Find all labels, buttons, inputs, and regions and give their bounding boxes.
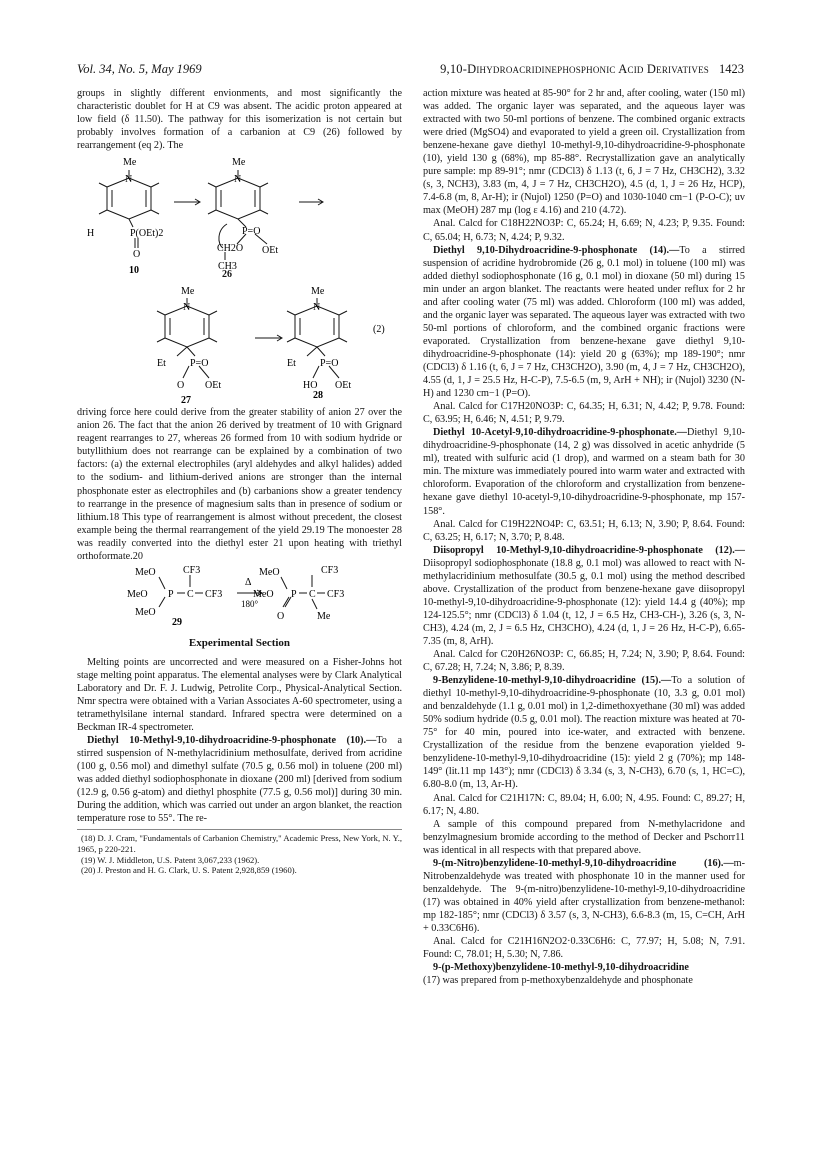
scheme-2-structures: [77, 286, 402, 406]
paragraph: action mixture was heated at 85-90° for 2 hr and, after cooling, water (150 ml) was added. The organic layer was separated, and the aqueous layer was extracted with two 50-ml portions of benzene. The combined organic extracts were dried (MgSO4) and evaporated to yield a green oil. Crystallization from benzene-hexane gave diethyl 10-methyl-9,10-dihydroacridine-9-phosphonate (10), yield 130 g (68%), mp 85-88°. Recrystallization gave an analytically pure sample: mp 89-91°; nmr (CDCl3) δ 1.13 (t, 6, J = 7 Hz, CH3CH2), 3.32 (s, 3, NCH3), 3.83 (m, 4, J = 7 Hz, CH3CH2O), 4.5 (d, 1, J = 26 Hz, HCP), 7.4-6.8 (m, 8, Ar-H); ir (Nujol) 1250 (P=O) and 1030-1040 cm−1 (P-O-C); uv max (MeOH) 287 mμ (log ε 4.16) and 210 (4.72).: [423, 88, 745, 217]
scheme-29: [77, 563, 402, 629]
analysis: Anal. Calcd for C21H17N: C, 89.04; H, 6.00; N, 4.95. Found: C, 89.27; H, 6.17; N, 4.80.: [423, 792, 745, 817]
paragraph: A sample of this compound prepared from N-methylacridone and benzylmagnesium bromide according to the method of Decker and Pschorr11 was identical in all respects with that prepared above.: [423, 818, 745, 856]
compound-heading: 9-(p-Methoxy)benzylidene-10-methyl-9,10-dihydroacridine: [433, 962, 689, 974]
carbon-label: C: [187, 588, 194, 600]
hydrogen-label: H: [87, 228, 95, 240]
analysis: Anal. Calcd for C17H20NO3P: C, 64.35; H, 6.31; N, 4.42; P, 9.78. Found: C, 63.95; H, 6.46; N, 4.51; P, 9.79.: [423, 401, 745, 426]
oxygen-label: O: [133, 249, 141, 261]
ethoxy-label: OEt: [205, 380, 222, 392]
svg-text:N: N: [183, 302, 191, 314]
ethyl-label: Et: [287, 358, 296, 370]
compound-heading: Diethyl 9,10-Dihydroacridine-9-phosphonate (14).—: [433, 244, 680, 256]
scheme-1-structures: [77, 152, 402, 274]
svg-text:N: N: [125, 174, 133, 186]
methyl-label: Me: [123, 157, 137, 169]
paragraph: groups in slightly different envionments, and most significantly the characteristic doublet for H at C9 was absent. The acidic proton appeared at low field (δ 11.50). The pathway for this isomerization is not certain but probably involves formation of a carbanion at C9 (26) followed by rearrangement (eq 2). The: [77, 88, 402, 152]
svg-text:N: N: [234, 174, 242, 186]
paragraph: driving force here could derive from the greater stability of anion 27 over the anion 26. The fact that the anion 26 derived by treatment of 10 with Grignard reagent rearranges to 27, whereas 26 formed from 10 with sodium hydride or butyllithium does not rearrange can be explained by a combination of two factors: (a) the external electrophiles (aryl aldehydes and alkyl halides) added to the sodium- and lithium-derived anions are stronger than the internal phosphonate ester as electrophiles and (b) carbanions show a greater tendency to rearrange in the presence of magnesium salts than in presence of sodium or lithium.18 This type of rearrangement is almost without precedent, the closest example being the thermal rearrangement of the yield 29.19 The monoester 28 was readily converted into the diethyl ester 21 upon heating with triethyl orthoformate.20: [77, 407, 402, 562]
methyl-label: Me: [317, 610, 331, 622]
oxide-label: O: [177, 380, 185, 392]
methyl-label: Me: [181, 286, 195, 298]
paragraph-text: To a solution of diethyl 10-methyl-9,10-dihydroacridine-9-phosphonate (10, 3.3 g, 0.01 mol) and benzaldehyde (1.1 g, 0.01 mol) in 1,2-dimethoxyethane (30 ml) was added 50% sodium hydride (0.5 g, 0.01 mol). The reaction mixture was heated at 70-75° for 40 min, poured into ice-water, and extracted with benzene. Crystallization of the residue from the benzene evaporation yielded 9-benzylidene-10-methyl-9,10-dihydroacridine (15): yield 2 g (70%); mp 148-149° (lit.11 mp 143°); nmr (CDCl3) δ 3.34 (s, 3, N-CH3), 6.70 (s, 1, HC=C), 6.80-8.0 (m, 13, Ar-H).: [423, 675, 745, 791]
page-number: 1423: [719, 62, 744, 76]
methoxy-label: MeO: [127, 588, 148, 600]
running-title: 9,10-Dihydroacridinephosphonic Acid Derivatives: [440, 62, 709, 76]
compound-28-label: 28: [313, 390, 323, 402]
ch3-label: CH3: [218, 261, 237, 273]
trifluoromethyl-label: CF3: [321, 564, 339, 576]
oxygen-label: O: [277, 610, 285, 622]
section-heading: Experimental Section: [188, 636, 291, 649]
analysis: Anal. Calcd for C21H16N2O2·0.33C6H6: C, 77.97; H, 5.08; N, 7.91. Found: C, 78.01; H, 5.30; N, 7.86.: [423, 936, 745, 961]
analysis: Anal. Calcd for C18H22NO3P: C, 65.24; H, 6.69; N, 4.23; P, 9.35. Found: C, 65.04; H, 6.73; N, 4.24; P, 9.32.: [423, 218, 745, 243]
trifluoromethyl-label: CF3: [183, 564, 201, 576]
compound-heading: Diethyl 10-Acetyl-9,10-dihydroacridine-9-phosphonate.—: [433, 427, 687, 439]
analysis: Anal. Calcd for C20H26NO3P: C, 66.85; H, 7.24; N, 3.90; P, 8.64. Found: C, 67.28; H, 7.24; N, 3.86; P, 8.39.: [423, 649, 745, 674]
phosphoryl-label: P=O: [190, 358, 209, 370]
paragraph-text: To a stirred suspension of N-methylacridinium methosulfate, derived from acridine (100 g, 0.56 mol) and dimethyl sulfate (70.5 g, 0.56 mol) in toluene (200 ml) was added diethyl sodiophosphonate in dioxane (200 ml) [derived from sodium (12.9 g, 0.56 g-atom) and diethyl phosphite (77.5 g, 0.56 mol)] during 30 min. During the addition, which was carried out under an argon blanket, the reaction temperature rose to 55°. The re-: [77, 735, 402, 825]
ch2o-label: CH2O: [217, 243, 244, 255]
journal-citation: Vol. 34, No. 5, May 1969: [77, 62, 202, 76]
footnote: (19) W. J. Middleton, U.S. Patent 3,067,233 (1962).: [81, 854, 260, 865]
phosphorus-label: P: [291, 588, 297, 600]
paragraph: [77, 734, 402, 825]
scheme-3-structures: [77, 563, 402, 629]
methyl-label: Me: [232, 157, 246, 169]
paragraph-text: Diethyl 9,10-dihydroacridine-9-phosphonate (14, 2 g) was dissolved in acetic anhydride (5 ml), treated with sulfuric acid (1 drop), and warmed on a steam bath for 30 min. The mixture was immediately poured into warm water and extracted with chloroform. Evaporation of the chloroform and crystallization from benzene-hexane gave diethyl 10-acetyl-9,10-dihydroacridine-9-phosphonate, mp 157-158°.: [423, 427, 745, 517]
analysis: Anal. Calcd for C19H22NO4P: C, 63.51; H, 6.13; N, 3.90; P, 8.64. Found: C, 63.25; H, 6.17; N, 3.70; P, 8.48.: [423, 518, 745, 543]
compound-29-label: 29: [172, 616, 182, 628]
right-column: [423, 87, 745, 987]
phosphonate-label: P(OEt)2: [130, 228, 164, 240]
paragraph: [423, 674, 745, 791]
svg-text:N: N: [313, 302, 321, 314]
temperature-label: 180°: [241, 598, 259, 609]
ethyl-label: Et: [157, 358, 166, 370]
paragraph: [423, 857, 745, 935]
ethoxy-label: OEt: [335, 380, 352, 392]
compound-27-label: 27: [181, 395, 191, 407]
paragraph: Melting points are uncorrected and were measured on a Fisher-Johns hot stage melting point apparatus. The elemental analyses were by Clark Analytical Laboratory and Dr. F. J. Ludwig, Petrolite Corp., Physical-Analytical Section. Nmr spectra were obtained with a Varian Associates A-60 spectrometer, using a tetramethylsilane internal standard. Infrared spectra were determined on a Beckman IR-4 spectrometer.: [77, 656, 402, 734]
phosphoryl-label: P=O: [242, 226, 261, 238]
methoxy-label: MeO: [135, 566, 156, 578]
scheme-isomerization: [77, 152, 402, 274]
footnotes: [77, 829, 402, 875]
paragraph-text: m-Nitrobenzaldehyde was treated with phosphonate 10 in the manner used for benzaldehyde. The 9-(m-nitro)benzylidene-10-methyl-9,10-dihydroacridine (17) was obtained in 40% yield after crystallization from benzene-methanol: mp 182-185°; nmr (CDCl3) δ 3.57 (s, 3, N-CH3), 6.6-8.3 (m, 15, C=CH, ArH + 0.33C6H6).: [423, 857, 745, 934]
paragraph-text: Diisopropyl sodiophosphonate (18.8 g, 0.1 mol) was allowed to react with N-methylacridinium methosulfate (30.5 g, 0.1 mol) using the method described above. Crystallization of the product from benzene-hexane gave diisopropyl 10-methyl-9,10-dihydroacridine-9-phosphonate (12): yield 14.4 g (40%); mp 124-125.5°; nmr (CDCl3) δ 1.04 (t, 12, J = 6.5 Hz, CH3-CH-), 3.26 (s, 3, N-CH3), 4.24 (m, 2, J = 6.5 Hz, CH3CHO), 4.24 (d, 1, J = 26 Hz, H-C-P), 6.65-7.35 (m, 8, ArH).: [423, 557, 745, 647]
footnote: (20) J. Preston and H. G. Clark, U. S. Patent 2,928,859 (1960).: [81, 865, 297, 876]
trifluoromethyl-label: CF3: [327, 588, 345, 600]
compound-10-label: 10: [129, 265, 139, 275]
carbon-label: C: [309, 588, 316, 600]
left-column: [77, 87, 402, 876]
page-header: [77, 62, 744, 80]
ethoxy-label: OEt: [262, 245, 279, 257]
hydroxy-label: HO: [303, 380, 318, 392]
paragraph: (17) was prepared from p-methoxybenzaldehyde and phosphonate: [423, 975, 693, 987]
compound-26-label: 26: [222, 269, 232, 281]
compound-heading: 9-Benzylidene-10-methyl-9,10-dihydroacridine (15).—: [433, 675, 672, 687]
footnote: (18) D. J. Cram, "Fundamentals of Carbanion Chemistry," Academic Press, New York, N. Y., 1965, p 220-221.: [77, 833, 402, 855]
paragraph: [423, 961, 745, 974]
equation-number: (2): [373, 324, 385, 336]
methoxy-label: MeO: [135, 606, 156, 618]
phosphorus-label: P: [168, 588, 174, 600]
paragraph: [423, 544, 745, 648]
compound-heading: 9-(m-Nitro)benzylidene-10-methyl-9,10-dihydroacridine (16).—: [433, 857, 734, 869]
compound-heading: Diisopropyl 10-Methyl-9,10-dihydroacridine-9-phosphonate (12).—: [433, 544, 745, 556]
methoxy-label: MeO: [253, 588, 274, 600]
methoxy-label: MeO: [259, 566, 280, 578]
trifluoromethyl-label: CF3: [205, 588, 223, 600]
compound-heading: Diethyl 10-Methyl-9,10-dihydroacridine-9-phosphonate (10).—: [87, 735, 377, 747]
heat-symbol: Δ: [245, 576, 252, 588]
paragraph: [423, 244, 745, 401]
scheme-equation-2: [77, 286, 402, 406]
paragraph-text: To a stirred suspension of acridine hydrobromide (26 g, 0.1 mol) in toluene (100 ml) was added diethyl sodiophosphonate (16 g, 0.1 mol) in dioxane (50 ml) during 15 min under an argon blanket. The reactants were heated under reflux for 2 hr and after cooling water (75 ml) was added. Chloroform (100 ml) was added, and the organic layer was separated. The aqueous layer was extracted with two 50-ml portions of chloroform, and the combined organic fractions were evaporated. Crystallization from benzene-hexane gave diethyl 9,10-dihydroacridine-9-phosphonate (14): yield 20 g (63%); mp 189-190°; nmr (CDCl3) δ 1.16 (t, 6, J = 7 Hz, CH3CH2O), 3.90 (m, 4, J = 7 Hz, CH3CH2O), 4.55 (d, 1, J = 25.5 Hz, H-C-P), 7.5-6.5 (m, 9, ArH + NH); ir (Nujol) 3230 (N-H) and 1230 cm−1 (P=O).: [423, 244, 745, 400]
methyl-label: Me: [311, 286, 325, 298]
phosphoryl-label: P=O: [320, 358, 339, 370]
paragraph: [423, 426, 745, 517]
